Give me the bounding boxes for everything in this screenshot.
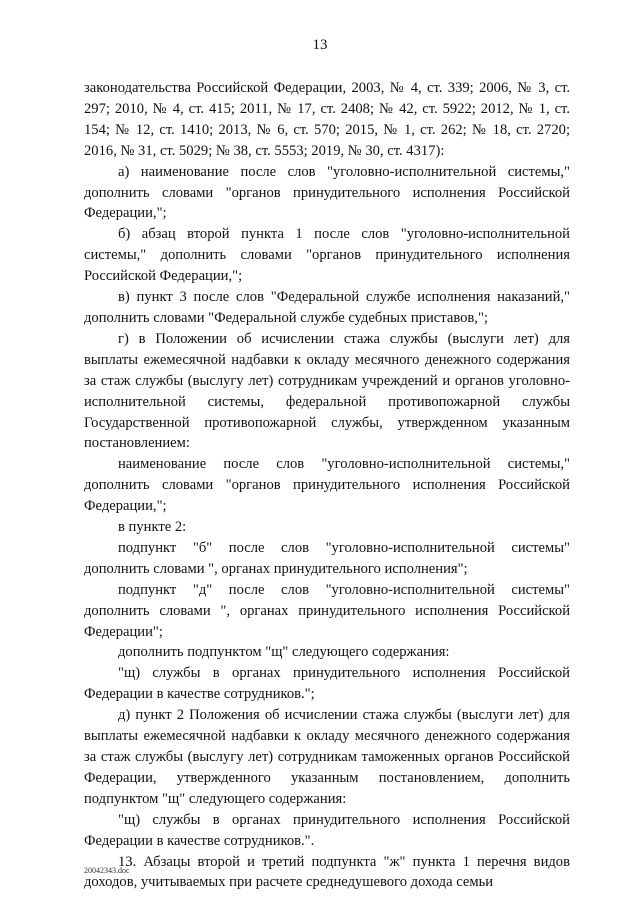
page-number: 13 (312, 37, 328, 53)
body-paragraph: законодательства Российской Федерации, 2003, № 4, ст. 339; 2006, № 3, ст. 297; 2010, № 4, ст. 415; 2011, № 17, ст. 2408; № 42, ст. 5922; 2012, № 1, ст. 154; № 12, ст. 1410; 2013, № 6, ст. 570; 2015, № 1, ст. 262; № 18, ст. 2720; 2016, № 31, ст. 5029; № 38, ст. 5553; 2019, № 30, ст. 4317): (84, 80, 570, 159)
body-paragraph: а) наименование после слов "уголовно-исполнительной системы," дополнить словами "органов принудительного исполнения Российской Федерации,"; (84, 163, 570, 222)
body-paragraph: в) пункт 3 после слов "Федеральной службе исполнения наказаний," дополнить словами "Федеральной службе судебных приставов,"; (84, 289, 570, 326)
body-paragraph: подпункт "б" после слов "уголовно-исполнительной системы" дополнить словами ", органах принудительного исполнения"; (84, 539, 570, 577)
body-paragraph: дополнить подпунктом "щ" следующего содержания: (118, 644, 450, 661)
body-paragraph: 13. Абзацы второй и третий подпункта "ж" пункта 1 перечня видов доходов, учитываемых при расчете среднедушевого дохода семьи (84, 853, 570, 891)
body-paragraph: д) пункт 2 Положения об исчислении стажа службы (выслуги лет) для выплаты ежемесячной надбавки к окладу месячного денежного содержания за стаж службы (выслугу лет) сотрудникам таможенных органов Российской Федерации, утвержденного указанным постановлением, дополнить подпунктом "щ" следующего содержания: (84, 707, 570, 807)
body-paragraph: г) в Положении об исчислении стажа службы (выслуги лет) для выплаты ежемесячной надбавки к окладу месячного денежного содержания за стаж службы (выслугу лет) сотрудникам учреждений и органов уголовно-исполнительной системы, федеральной противопожарной службы Государственной противопожарной службы, утвержденном указанным постановлением: (84, 330, 570, 452)
body-paragraph: "щ) службы в органах принудительного исполнения Российской Федерации в качестве сотрудников."; (84, 665, 570, 703)
body-paragraph: в пункте 2: (118, 519, 187, 536)
body-paragraph: "щ) службы в органах принудительного исполнения Российской Федерации в качестве сотрудников.". (84, 811, 570, 849)
document-footer-filename: 20042343.doc (84, 866, 130, 875)
body-paragraph: подпункт "д" после слов "уголовно-исполнительной системы" дополнить словами ", органах принудительного исполнения Российской Федерации"; (84, 581, 570, 640)
body-paragraph: наименование после слов "уголовно-исполнительной системы," дополнить словами "органов принудительного исполнения Российской Федерации,"; (84, 456, 570, 515)
body-paragraph: б) абзац второй пункта 1 после слов "уголовно-исполнительной системы," дополнить словами "органов принудительного исполнения Российской Федерации,"; (84, 226, 570, 285)
document-body (84, 78, 570, 893)
